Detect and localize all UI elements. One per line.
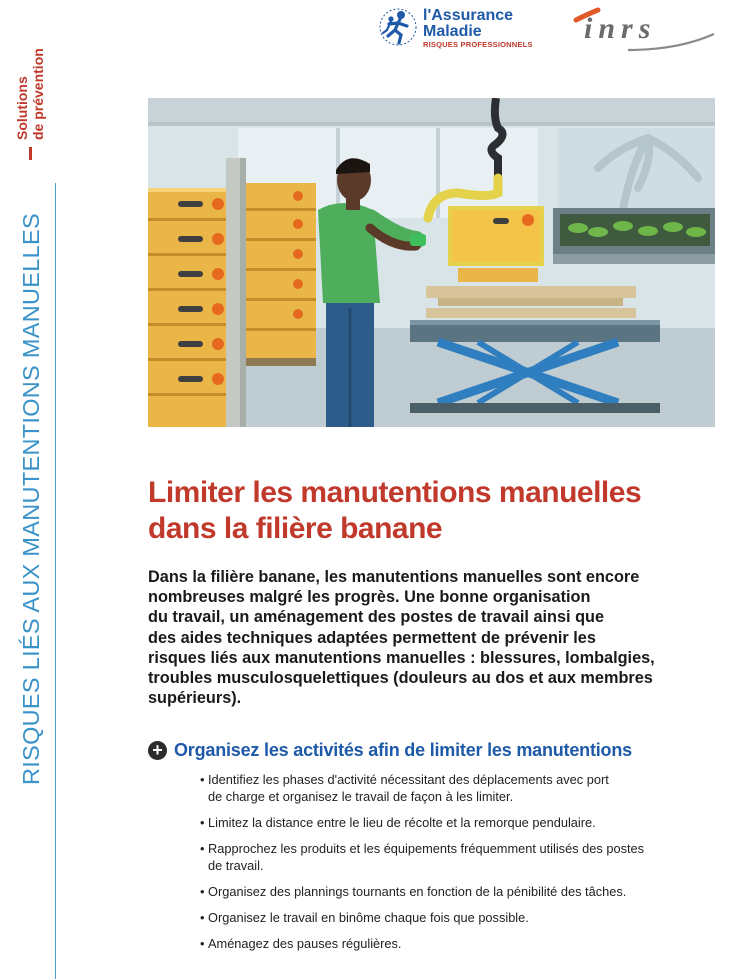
list-item: [200, 935, 720, 952]
inrs-logo: [568, 0, 718, 58]
intro-line: troubles musculosquelettiques (douleurs au dos et aux membres: [148, 669, 653, 688]
warehouse-illustration: [148, 98, 715, 427]
intro-line: du travail, un aménagement des postes de travail ainsi que: [148, 608, 605, 627]
page-title: [148, 475, 641, 547]
solutions-line-2: de prévention: [30, 48, 46, 140]
title-line-1: Limiter les manutentions manuelles: [148, 476, 642, 509]
intro-paragraph: [148, 567, 718, 708]
list-item-text: • Organisez des plannings tournants en fonction de la pénibilité des tâches.: [208, 884, 627, 899]
assurance-line-3: RISQUES PROFESSIONNELS: [423, 40, 533, 49]
section-heading: [148, 740, 632, 761]
assurance-line-2: Maladie: [423, 23, 482, 40]
list-item: [200, 909, 720, 926]
plus-circle-icon: +: [148, 741, 167, 760]
intro-line: des aides techniques adaptées permettent de prévenir les: [148, 628, 596, 647]
title-line-2: dans la filière banane: [148, 512, 443, 545]
intro-line: nombreuses malgré les progrès. Une bonne organisation: [148, 588, 591, 607]
list-item-text: • Identifiez les phases d'activité nécessitant des déplacements avec port: [208, 772, 609, 787]
solutions-label: [14, 48, 46, 160]
intro-line: Dans la filière banane, les manutentions manuelles sont encore: [148, 568, 640, 586]
list-item-text: • Rapprochez les produits et les équipements fréquemment utilisés des postes: [208, 841, 645, 856]
side-rule: [55, 183, 56, 979]
list-item-text: de travail.: [208, 858, 264, 873]
intro-line: supérieurs).: [148, 689, 242, 708]
list-item: [200, 883, 720, 900]
side-band: [0, 0, 70, 979]
box-stack: [148, 188, 238, 427]
inrs-text: inrs: [584, 12, 657, 45]
solutions-line-1: Solutions: [14, 76, 30, 140]
list-item: [200, 840, 720, 874]
bullet-list: [200, 771, 720, 952]
solutions-bar: [29, 147, 32, 160]
section-title: Organisez les activités afin de limiter les manutentions: [174, 740, 632, 760]
assurance-line-1: l'Assurance: [423, 7, 514, 24]
list-item-text: • Aménagez des pauses régulières.: [208, 936, 402, 951]
side-title: RISQUES LIÉS AUX MANUTENTIONS MANUELLES: [18, 213, 44, 785]
list-item-text: • Organisez le travail en binôme chaque fois que possible.: [208, 910, 529, 925]
list-item-text: de charge et organisez le travail de façon à les limiter.: [208, 789, 514, 804]
assurance-maladie-logo: [377, 2, 552, 52]
list-item: [200, 771, 720, 805]
intro-line: risques liés aux manutentions manuelles : blessures, lombalgies,: [148, 648, 655, 667]
list-item: [200, 814, 720, 831]
runner-figure-icon: [377, 6, 419, 48]
list-item-text: • Limitez la distance entre le lieu de récolte et la remorque pendulaire.: [208, 815, 596, 830]
